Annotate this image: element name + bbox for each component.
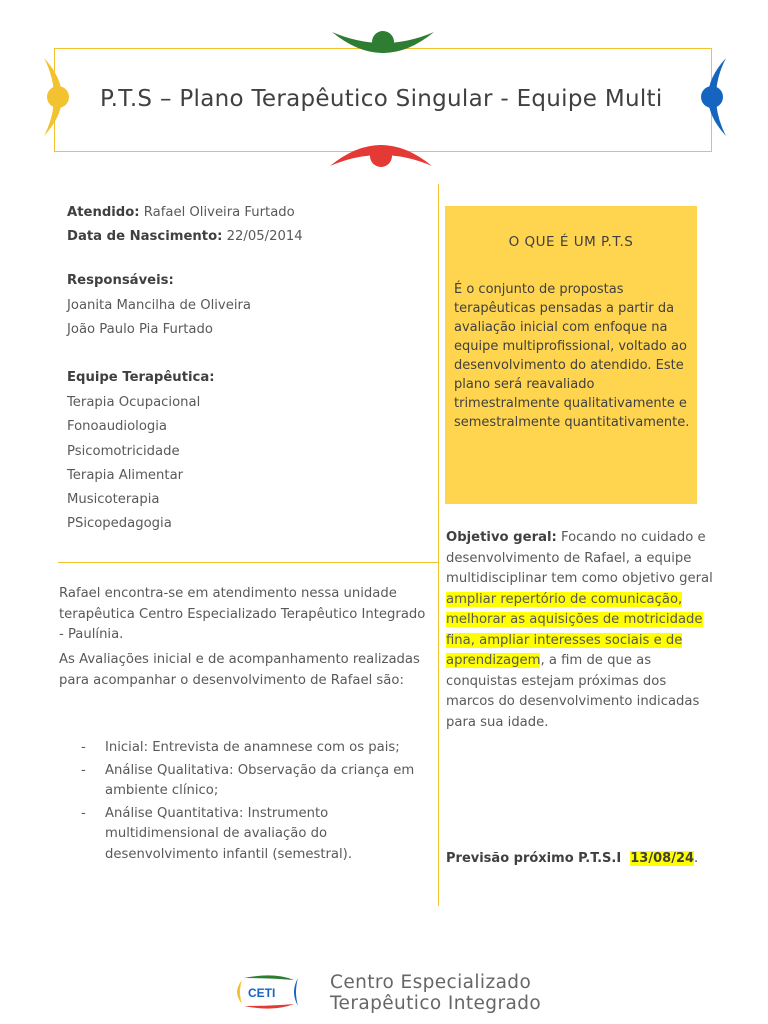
- red-arc-bottom-icon: [328, 134, 434, 170]
- team-item: PSicopedagogia: [67, 516, 172, 531]
- team-item: Fonoaudiologia: [67, 419, 168, 434]
- team-item: Psicomotricidade: [67, 444, 180, 459]
- green-arc-top-icon: [330, 28, 436, 64]
- intro-paragraph-1: Rafael encontra-se em atendimento nessa unidade terapêutica Centro Especializado Terapêutico Integrado - Paulínia.: [59, 586, 426, 642]
- ceti-logo-icon: [234, 970, 324, 1018]
- footer-line-1: Centro Especializado: [330, 972, 532, 993]
- patient-dob: 22/05/2014: [226, 229, 303, 244]
- pts-box-text: É o conjunto de propostas terapêuticas pensadas a partir da avaliação inicial com enfoque na equipe multiprofissional, voltado ao desenvolvimento do atendido. Este plano será reavaliado trimestralmente qualitativamente e semestralmente quantitativamente.: [454, 282, 690, 430]
- next-review-label: Previsão próximo P.T.S.I: [446, 851, 622, 866]
- objective-highlight: ampliar repertório de comunicação, melhorar as aquisições de motricidade fina, ampliar interesses sociais e de aprendizagem: [446, 591, 703, 668]
- page-title: P.T.S – Plano Terapêutico Singular - Equipe Multi: [100, 86, 663, 112]
- intro-paragraph-2: As Avaliações inicial e de acompanhamento realizadas para acompanhar o desenvolvimento de Rafael são:: [59, 652, 420, 688]
- team-item: Musicoterapia: [67, 492, 160, 507]
- ceti-logo-text: CETI: [248, 986, 276, 1000]
- patient-name-row: [67, 201, 295, 225]
- objective-text-end: , a fim de que as conquistas estejam próximas dos marcos do desenvolvimento indicadas para sua idade.: [446, 653, 700, 730]
- team-label: Equipe Terapêutica:: [67, 370, 215, 385]
- horizontal-divider: [58, 562, 438, 563]
- responsible-item: Joanita Mancilha de Oliveira: [67, 298, 252, 313]
- patient-dob-label: Data de Nascimento:: [67, 229, 223, 244]
- team-item: Terapia Alimentar: [67, 468, 184, 483]
- pts-info-box: [445, 206, 697, 504]
- responsible-item: João Paulo Pia Furtado: [67, 322, 213, 337]
- team-item: Terapia Ocupacional: [67, 395, 201, 410]
- evaluation-list: [59, 738, 429, 867]
- objective-text: Focando no cuidado e desenvolvimento de Rafael, a equipe multidisciplinar tem como objetivo geral: [446, 530, 713, 586]
- pts-box-title: O QUE É UM P.T.S: [508, 234, 634, 250]
- list-item: - Análise Quantitativa: Instrumento multidimensional de avaliação do desenvolvimento infantil (semestral).: [81, 805, 353, 862]
- next-review: [446, 851, 698, 866]
- next-review-date: 13/08/24: [630, 851, 695, 866]
- patient-name: Rafael Oliveira Furtado: [143, 205, 295, 220]
- objective-label: Objetivo geral:: [446, 530, 557, 545]
- objective-paragraph: [446, 528, 714, 733]
- yellow-arc-left-icon: [40, 56, 76, 138]
- footer-organization: [330, 972, 541, 1014]
- footer-line-2: Terapêutico Integrado: [330, 993, 542, 1014]
- list-item-text: Inicial: Entrevista de anamnese com os pais;: [105, 740, 400, 755]
- list-item-text: Análise Quantitativa: Instrumento multidimensional de avaliação do desenvolvimento infantil (semestral).: [105, 805, 353, 862]
- list-item: - Inicial: Entrevista de anamnese com os pais;: [81, 740, 400, 755]
- list-item-text: Análise Qualitativa: Observação da criança em ambiente clínico;: [105, 762, 415, 798]
- patient-dob-row: [67, 225, 303, 249]
- vertical-divider: [438, 184, 439, 906]
- responsibles-label: Responsáveis:: [67, 273, 174, 288]
- list-item: - Análise Qualitativa: Observação da criança em ambiente clínico;: [81, 762, 415, 798]
- patient-name-label: Atendido:: [67, 205, 140, 220]
- next-review-end: .: [694, 851, 699, 866]
